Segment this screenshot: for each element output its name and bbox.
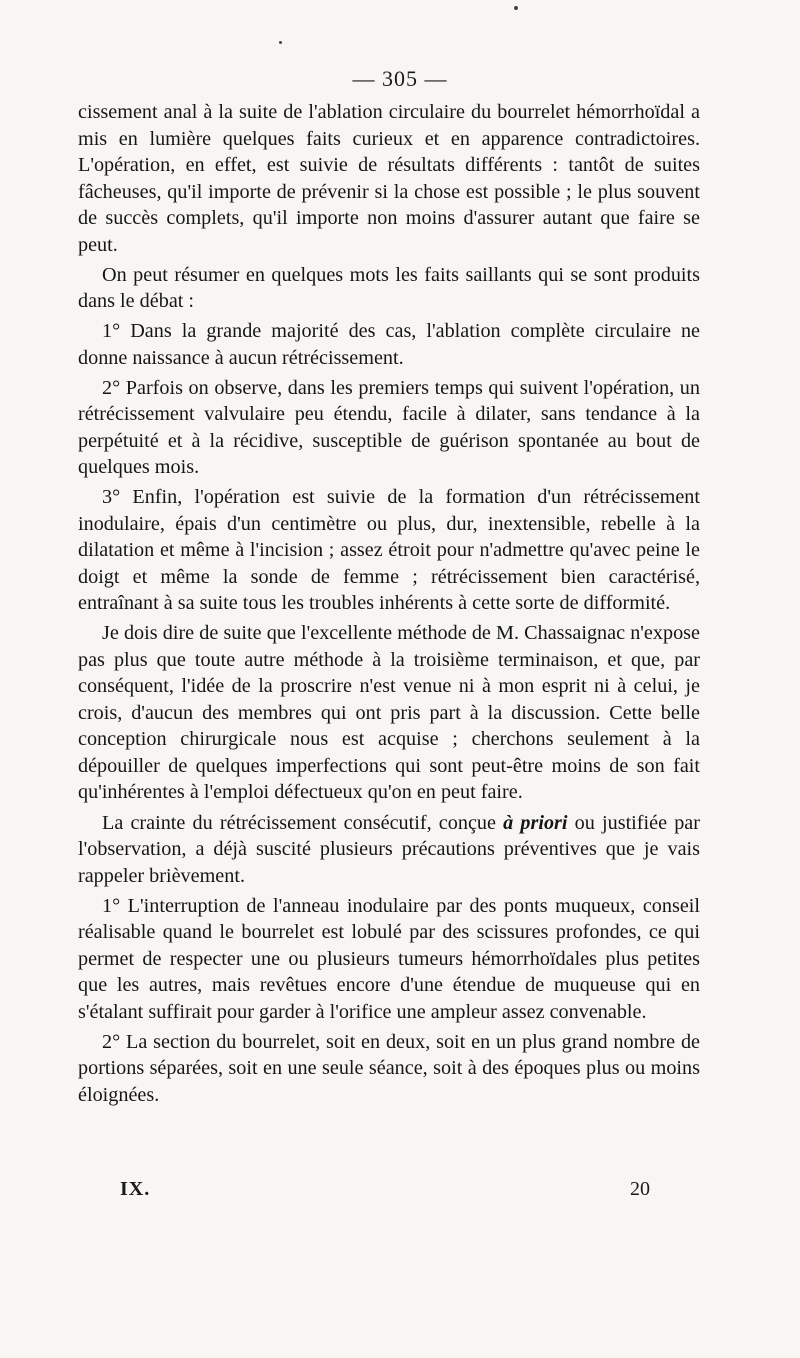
paragraph: 2° Parfois on observe, dans les premiers temps qui suivent l'opération, un rétrécissement valvulaire peu étendu, facile à dilater, sans tendance à la perpétuité et à la récidive, susceptible de guérison spontanée au bout de quelques mois. xyxy=(78,376,700,479)
paragraph xyxy=(78,810,700,890)
ink-speck xyxy=(514,6,518,10)
paragraph: cissement anal à la suite de l'ablation circulaire du bourrelet hémorrhoïdal a mis en lumière quelques faits curieux et en apparence contradictoires. L'opération, en effet, est suivie de résultats différents : tantôt de suites fâcheuses, qu'il importe de prévenir si la chose est possible ; le plus souvent de succès complets, qu'il importe non moins d'assurer autant que faire se peut. xyxy=(78,101,700,256)
paragraph: Je dois dire de suite que l'excellente méthode de M. Chassaignac n'expose pas plus que toute autre méthode à la troisième terminaison, et que, par conséquent, l'idée de la proscrire n'est venue ni à mon esprit ni à celui, je crois, d'aucun des membres qui ont pris part à la discussion. Cette belle conception chirurgicale nous est acquise ; cherchons seulement à la dépouiller de quelques imperfections qui sont peut-être moins de son fait qu'inhérentes à l'emploi défectueux qu'on en peut faire. xyxy=(78,622,700,804)
paragraph: 3° Enfin, l'opération est suivie de la formation d'un rétrécissement inodulaire, épais d'un centimètre ou plus, dur, inextensible, rebelle à la dilatation et même à l'incision ; assez étroit pour n'admettre qu'avec peine le doigt et même la sonde de femme ; rétrécissement bien caractérisé, entraînant à sa suite tous les troubles inhérents à cette sorte de difformité. xyxy=(78,486,700,615)
ink-speck xyxy=(279,41,282,44)
paragraph-text: La crainte du rétrécissement consécutif, conçue xyxy=(102,811,504,834)
paragraph: 1° L'interruption de l'anneau inodulaire par des ponts muqueux, conseil réalisable quand le bourrelet est lobulé par des scissures profondes, ce qui permet de respecter une ou plusieurs tumeurs hémorrhoïdales plus petites que les autres, mais revêtues encore d'une étendue de muqueuse qui en s'étalant suffirait pour garder à l'orifice une ampleur assez convenable. xyxy=(78,894,700,1023)
body-text xyxy=(78,99,700,1112)
sheet-number: 20 xyxy=(630,1178,650,1200)
page-header xyxy=(0,66,800,92)
paragraph: 1° Dans la grande majorité des cas, l'ablation complète circulaire ne donne naissance à aucun rétrécissement. xyxy=(78,320,700,369)
paragraph-text: ou justifiée par l'observation, a déjà suscité plusieurs précautions préventives que je vais rappeler brièvement. xyxy=(78,811,700,887)
page-number: — 305 — xyxy=(352,66,448,91)
signature-mark: IX. xyxy=(120,1178,151,1200)
paragraph: On peut résumer en quelques mots les faits saillants qui se sont produits dans le débat : xyxy=(78,263,700,313)
paragraph: 2° La section du bourrelet, soit en deux, soit en un plus grand nombre de portions séparées, soit en une seule séance, soit à des époques plus ou moins éloignées. xyxy=(78,1030,700,1106)
emphasis-text: à priori xyxy=(503,811,568,834)
